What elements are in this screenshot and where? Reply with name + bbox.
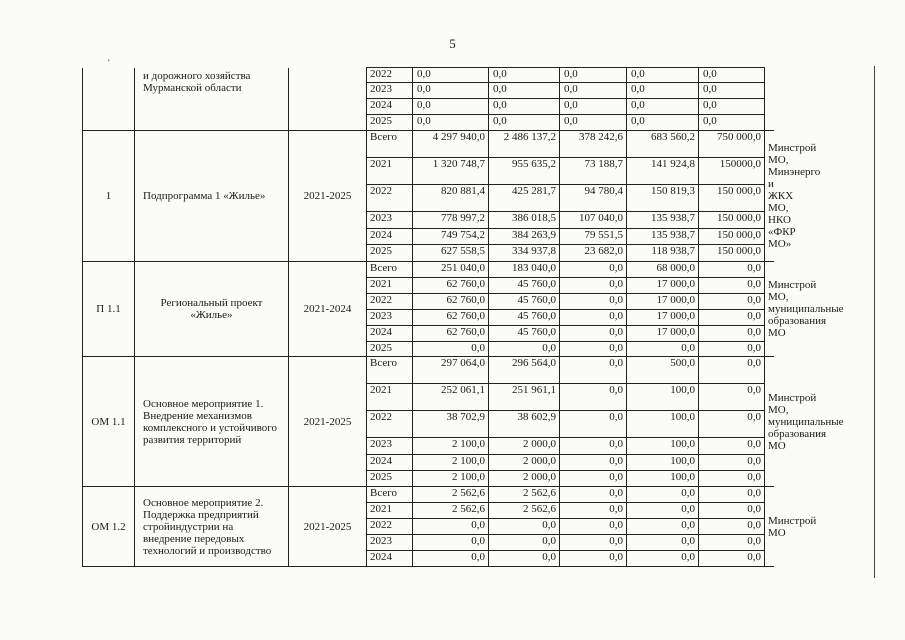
value-cell: 0,0 <box>627 519 699 535</box>
value-cell: 0,0 <box>699 535 765 551</box>
value-cell: 1 320 748,7 <box>413 158 489 185</box>
year-cell: 2023 <box>367 310 413 326</box>
value-cell: 0,0 <box>489 83 560 99</box>
value-cell: 100,0 <box>627 455 699 471</box>
year-cell: 2024 <box>367 229 413 245</box>
value-cell: 2 000,0 <box>489 471 560 487</box>
value-cell: 0,0 <box>413 99 489 115</box>
value-cell: 0,0 <box>413 83 489 99</box>
row-name: Основное мероприятие 2. Поддержка предприятий стройиндустрии на внедрение передовых технологий и производство <box>135 487 289 567</box>
value-cell: 820 881,4 <box>413 185 489 212</box>
row-executor: Минстрой МО, муниципальные образования МО <box>765 262 775 357</box>
stray-mark: ' <box>108 58 110 68</box>
value-cell: 251 040,0 <box>413 262 489 278</box>
value-cell: 0,0 <box>699 551 765 567</box>
value-cell: 0,0 <box>489 535 560 551</box>
page-number: 5 <box>449 36 456 51</box>
value-cell: 955 635,2 <box>489 158 560 185</box>
value-cell: 0,0 <box>560 342 627 357</box>
value-cell: 0,0 <box>627 83 699 99</box>
value-cell: 45 760,0 <box>489 278 560 294</box>
year-cell: 2025 <box>367 471 413 487</box>
value-cell: 0,0 <box>560 535 627 551</box>
value-cell: 17 000,0 <box>627 294 699 310</box>
value-cell: 0,0 <box>627 115 699 131</box>
value-cell: 2 000,0 <box>489 438 560 455</box>
value-cell: 45 760,0 <box>489 326 560 342</box>
value-cell: 0,0 <box>489 551 560 567</box>
value-cell: 62 760,0 <box>413 326 489 342</box>
year-cell: 2023 <box>367 438 413 455</box>
value-cell: 150 819,3 <box>627 185 699 212</box>
year-cell: 2024 <box>367 455 413 471</box>
value-cell: 0,0 <box>699 411 765 438</box>
year-cell: Всего <box>367 487 413 503</box>
value-cell: 0,0 <box>627 99 699 115</box>
value-cell: 500,0 <box>627 357 699 384</box>
year-cell: 2021 <box>367 384 413 411</box>
value-cell: 150000,0 <box>699 158 765 185</box>
value-cell: 2 562,6 <box>489 503 560 519</box>
value-cell: 0,0 <box>560 68 627 83</box>
financing-table <box>82 67 844 567</box>
row-name: Региональный проект «Жилье» <box>135 262 289 357</box>
value-cell: 0,0 <box>627 68 699 83</box>
value-cell: 0,0 <box>699 115 765 131</box>
value-cell: 334 937,8 <box>489 245 560 262</box>
value-cell: 100,0 <box>627 471 699 487</box>
value-cell: 0,0 <box>560 411 627 438</box>
year-cell: 2025 <box>367 245 413 262</box>
value-cell: 0,0 <box>627 487 699 503</box>
value-cell: 0,0 <box>560 83 627 99</box>
value-cell: 38 702,9 <box>413 411 489 438</box>
year-cell: 2022 <box>367 185 413 212</box>
year-cell: 2023 <box>367 83 413 99</box>
row-executor: Минстрой МО, муниципальные образования МО <box>765 357 775 487</box>
value-cell: 0,0 <box>560 310 627 326</box>
table-body <box>83 68 844 567</box>
year-cell: 2022 <box>367 411 413 438</box>
value-cell: 0,0 <box>627 503 699 519</box>
value-cell: 0,0 <box>560 326 627 342</box>
value-cell: 0,0 <box>413 68 489 83</box>
year-cell: 2021 <box>367 158 413 185</box>
value-cell: 62 760,0 <box>413 278 489 294</box>
value-cell: 627 558,5 <box>413 245 489 262</box>
value-cell: 68 000,0 <box>627 262 699 278</box>
value-cell: 45 760,0 <box>489 294 560 310</box>
value-cell: 0,0 <box>699 83 765 99</box>
value-cell: 251 961,1 <box>489 384 560 411</box>
value-cell: 2 562,6 <box>489 487 560 503</box>
value-cell: 0,0 <box>560 294 627 310</box>
value-cell: 0,0 <box>699 326 765 342</box>
year-cell: 2024 <box>367 326 413 342</box>
year-cell: 2023 <box>367 212 413 229</box>
year-cell: Всего <box>367 131 413 158</box>
value-cell: 2 562,6 <box>413 503 489 519</box>
row-code: П 1.1 <box>83 262 135 357</box>
value-cell: 0,0 <box>560 455 627 471</box>
value-cell: 0,0 <box>560 438 627 455</box>
year-cell: 2024 <box>367 551 413 567</box>
year-cell: 2023 <box>367 535 413 551</box>
value-cell: 778 997,2 <box>413 212 489 229</box>
value-cell: 100,0 <box>627 411 699 438</box>
value-cell: 62 760,0 <box>413 294 489 310</box>
value-cell: 150 000,0 <box>699 229 765 245</box>
value-cell: 17 000,0 <box>627 278 699 294</box>
value-cell: 135 938,7 <box>627 229 699 245</box>
value-cell: 0,0 <box>560 551 627 567</box>
value-cell: 0,0 <box>560 384 627 411</box>
value-cell: 0,0 <box>489 519 560 535</box>
value-cell: 0,0 <box>560 503 627 519</box>
row-period: 2021-2024 <box>289 262 367 357</box>
value-cell: 0,0 <box>699 487 765 503</box>
year-cell: 2024 <box>367 99 413 115</box>
value-cell: 0,0 <box>699 342 765 357</box>
row-code: ОМ 1.1 <box>83 357 135 487</box>
value-cell: 118 938,7 <box>627 245 699 262</box>
value-cell: 0,0 <box>489 115 560 131</box>
row-name: и дорожного хозяйства Мурманской области <box>135 68 289 131</box>
value-cell: 749 754,2 <box>413 229 489 245</box>
value-cell: 0,0 <box>560 357 627 384</box>
value-cell: 150 000,0 <box>699 245 765 262</box>
value-cell: 94 780,4 <box>560 185 627 212</box>
row-code: ОМ 1.2 <box>83 487 135 567</box>
value-cell: 0,0 <box>699 278 765 294</box>
value-cell: 0,0 <box>560 487 627 503</box>
value-cell: 384 263,9 <box>489 229 560 245</box>
value-cell: 0,0 <box>560 471 627 487</box>
value-cell: 297 064,0 <box>413 357 489 384</box>
value-cell: 750 000,0 <box>699 131 765 158</box>
value-cell: 0,0 <box>699 310 765 326</box>
row-executor: Минстрой МО, Минэнерго и ЖКХ МО, НКО «ФКР МО» <box>765 131 775 262</box>
value-cell: 135 938,7 <box>627 212 699 229</box>
value-cell: 0,0 <box>699 471 765 487</box>
value-cell: 0,0 <box>413 551 489 567</box>
value-cell: 0,0 <box>699 294 765 310</box>
value-cell: 0,0 <box>560 115 627 131</box>
year-cell: Всего <box>367 357 413 384</box>
year-cell: Всего <box>367 262 413 278</box>
value-cell: 386 018,5 <box>489 212 560 229</box>
value-cell: 23 682,0 <box>560 245 627 262</box>
value-cell: 252 061,1 <box>413 384 489 411</box>
value-cell: 2 100,0 <box>413 455 489 471</box>
value-cell: 2 486 137,2 <box>489 131 560 158</box>
value-cell: 0,0 <box>560 519 627 535</box>
value-cell: 0,0 <box>627 535 699 551</box>
value-cell: 0,0 <box>699 503 765 519</box>
value-cell: 73 188,7 <box>560 158 627 185</box>
row-period-cell <box>289 68 367 131</box>
value-cell: 45 760,0 <box>489 310 560 326</box>
table-row <box>83 131 775 158</box>
year-cell: 2022 <box>367 294 413 310</box>
row-code: 1 <box>83 131 135 262</box>
value-cell: 38 602,9 <box>489 411 560 438</box>
row-code-cell <box>83 68 135 131</box>
year-cell: 2021 <box>367 503 413 519</box>
row-period: 2021-2025 <box>289 487 367 567</box>
value-cell: 0,0 <box>560 262 627 278</box>
value-cell: 0,0 <box>489 342 560 357</box>
value-cell: 0,0 <box>489 99 560 115</box>
value-cell: 378 242,6 <box>560 131 627 158</box>
value-cell: 100,0 <box>627 438 699 455</box>
value-cell: 0,0 <box>413 115 489 131</box>
year-cell: 2022 <box>367 68 413 83</box>
value-cell: 0,0 <box>560 278 627 294</box>
value-cell: 107 040,0 <box>560 212 627 229</box>
table-row <box>83 487 775 503</box>
table-right-edge <box>874 66 875 578</box>
value-cell: 183 040,0 <box>489 262 560 278</box>
year-cell: 2025 <box>367 342 413 357</box>
value-cell: 0,0 <box>413 342 489 357</box>
value-cell: 150 000,0 <box>699 212 765 229</box>
value-cell: 0,0 <box>699 384 765 411</box>
value-cell: 683 560,2 <box>627 131 699 158</box>
value-cell: 2 562,6 <box>413 487 489 503</box>
row-period: 2021-2025 <box>289 131 367 262</box>
value-cell: 79 551,5 <box>560 229 627 245</box>
value-cell: 0,0 <box>699 357 765 384</box>
value-cell: 0,0 <box>699 68 765 83</box>
value-cell: 100,0 <box>627 384 699 411</box>
value-cell: 0,0 <box>699 438 765 455</box>
value-cell: 0,0 <box>627 551 699 567</box>
value-cell: 2 100,0 <box>413 471 489 487</box>
value-cell: 2 100,0 <box>413 438 489 455</box>
value-cell: 141 924,8 <box>627 158 699 185</box>
row-period: 2021-2025 <box>289 357 367 487</box>
table-row <box>83 262 775 278</box>
value-cell: 0,0 <box>699 455 765 471</box>
value-cell: 0,0 <box>627 342 699 357</box>
value-cell: 4 297 940,0 <box>413 131 489 158</box>
value-cell: 0,0 <box>699 519 765 535</box>
value-cell: 17 000,0 <box>627 326 699 342</box>
value-cell: 62 760,0 <box>413 310 489 326</box>
value-cell: 0,0 <box>560 99 627 115</box>
table-row <box>83 68 775 83</box>
year-cell: 2025 <box>367 115 413 131</box>
value-cell: 150 000,0 <box>699 185 765 212</box>
value-cell: 17 000,0 <box>627 310 699 326</box>
value-cell: 0,0 <box>699 262 765 278</box>
value-cell: 0,0 <box>699 99 765 115</box>
row-name: Основное мероприятие 1. Внедрение механизмов комплексного и устойчивого развития территорий <box>135 357 289 487</box>
year-cell: 2022 <box>367 519 413 535</box>
value-cell: 0,0 <box>489 68 560 83</box>
row-executor: Минстрой МО <box>765 487 775 567</box>
row-name: Подпрограмма 1 «Жилье» <box>135 131 289 262</box>
table-row <box>83 357 775 384</box>
value-cell: 2 000,0 <box>489 455 560 471</box>
value-cell: 0,0 <box>413 535 489 551</box>
value-cell: 296 564,0 <box>489 357 560 384</box>
value-cell: 425 281,7 <box>489 185 560 212</box>
year-cell: 2021 <box>367 278 413 294</box>
row-executor-cell <box>765 68 775 131</box>
value-cell: 0,0 <box>413 519 489 535</box>
